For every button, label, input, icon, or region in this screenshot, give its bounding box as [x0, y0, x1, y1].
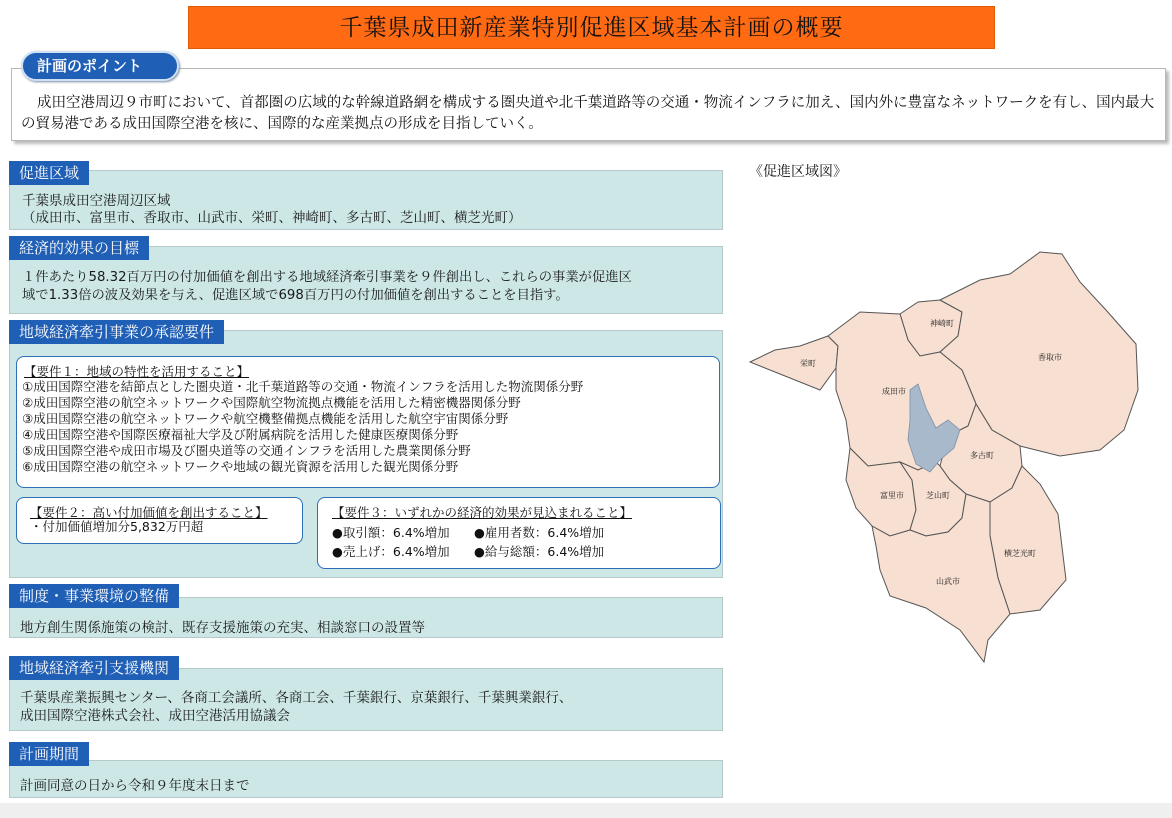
system-label: 制度・事業環境の整備	[9, 584, 179, 608]
req1-title: 【要件１：地域の特性を活用すること】	[24, 364, 250, 379]
map-label-kozaki: 神崎町	[930, 319, 954, 328]
req3-item: ●売上げ：6.4%増加	[332, 544, 450, 559]
map-label-katori: 香取市	[1038, 353, 1062, 362]
req1-item: ④成田国際空港や国際医療福祉大学及び附属病院を活用した健康医療関係分野	[22, 427, 459, 442]
map-label: 《促進区域図》	[749, 164, 847, 180]
req3-item: ●雇用者数：6.4%増加	[474, 525, 605, 540]
econ-label: 経済的効果の目標	[9, 236, 149, 260]
req1-item: ⑤成田国際空港や成田市場及び圏央道等の交通インフラを活用した農業関係分野	[22, 443, 471, 458]
area-line-2: （成田市、富里市、香取市、山武市、栄町、神崎町、多古町、芝山町、横芝光町）	[22, 210, 522, 226]
map-label-tomisato: 富里市	[880, 491, 904, 500]
map-label-yokoshibahikari: 横芝光町	[1004, 549, 1036, 558]
map-label-narita: 成田市	[882, 387, 906, 396]
map-label-tako: 多古町	[970, 451, 994, 460]
period-text: 計画同意の日から令和９年度末日まで	[20, 778, 250, 794]
support-line-2: 成田国際空港株式会社、成田空港活用協議会	[20, 708, 290, 724]
econ-line-1: １件あたり58.32百万円の付加価値を創出する地域経済牽引事業を９件創出し、これらの事業が促進区	[22, 270, 632, 285]
req2-title: 【要件２：高い付加価値を創出すること】	[30, 505, 268, 520]
support-line-1: 千葉県産業振興センター、各商工会議所、各商工会、千葉銀行、京葉銀行、千葉興業銀行、	[20, 690, 573, 706]
map-label-sakae: 栄町	[800, 359, 816, 368]
plan-point-label: 計画のポイント	[21, 51, 179, 81]
req3-item: ●取引額：6.4%増加	[332, 525, 450, 540]
approval-label: 地域経済牽引事業の承認要件	[9, 320, 224, 344]
area-line-1: 千葉県成田空港周辺区域	[22, 193, 171, 209]
map-label-shibayama: 芝山町	[926, 491, 950, 500]
req1-item: ②成田国際空港の航空ネットワークや国際航空物流拠点機能を活用した精密機器関係分野	[22, 395, 521, 410]
period-label: 計画期間	[9, 742, 89, 766]
area-map	[740, 240, 1160, 680]
system-text: 地方創生関係施策の検討、既存支援施策の充実、相談窓口の設置等	[20, 620, 425, 636]
req1-item: ③成田国際空港の航空ネットワークや航空機整備拠点機能を活用した航空宇宙関係分野	[22, 411, 509, 426]
req2-item: ・付加価値増加分5,832万円超	[30, 519, 204, 534]
req1-item: ①成田国際空港を結節点とした圏央道・北千葉道路等の交通・物流インフラを活用した物流関係分野	[22, 379, 584, 394]
area-label: 促進区域	[9, 161, 89, 185]
support-label: 地域経済牽引支援機関	[9, 656, 179, 680]
map-sakae	[750, 336, 838, 390]
req3-title: 【要件３：いずれかの経済的効果が見込まれること】	[332, 505, 633, 520]
req3-item: ●給与総額：6.4%増加	[474, 544, 605, 559]
footer-bar	[0, 803, 1172, 818]
map-label-sammu: 山武市	[936, 577, 960, 586]
page-title: 千葉県成田新産業特別促進区域基本計画の概要	[188, 6, 995, 49]
econ-line-2: 域で1.33倍の波及効果を与え、促進区域で698百万円の付加価値を創出することを目指す。	[22, 288, 569, 303]
req1-item: ⑥成田国際空港の航空ネットワークや地域の観光資源を活用した観光関係分野	[22, 459, 459, 474]
plan-point-text: 成田空港周辺９市町において、首都圏の広域的な幹線道路網を構成する圏央道や北千葉道路等の交通・物流インフラに加え、国内外に豊富なネットワークを有し、国内最大の貿易港である成田国際空港を核に、国際的な産業拠点の形成を目指していく。	[21, 95, 1155, 132]
